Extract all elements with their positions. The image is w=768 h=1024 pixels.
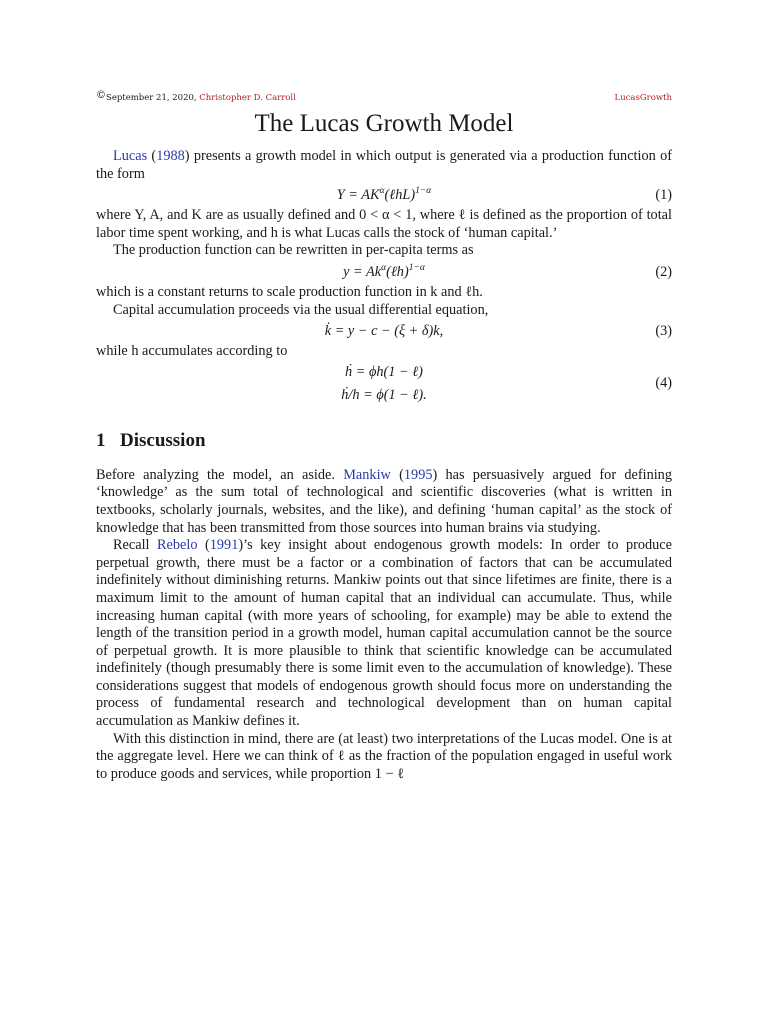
equation-1: $Y = AK^\alpha(\ell hL)^{1-\alpha}$ (1) — [96, 183, 672, 207]
equation-3: k̇ = y − c − (ξ + δ)k, (3) — [96, 319, 672, 343]
equation-number: (3) — [655, 323, 672, 340]
capital-paragraph: Capital accumulation proceeds via the usual differential equation, — [113, 301, 489, 318]
citation-mankiw-author[interactable]: Mankiw — [343, 466, 391, 483]
crs-paragraph: which is a constant returns to scale production function in k and ℓh. — [96, 283, 483, 300]
equation-number: (1) — [655, 187, 672, 204]
citation-lucas-author[interactable]: Lucas — [113, 148, 148, 164]
intro-paragraph: Lucas (1988) presents a growth model in which output is generated via a production function of the form — [96, 148, 672, 182]
discussion-paragraph-1: Before analyzing the model, an aside. Mankiw (1995) has persuasively argued for defining ‘knowledge’ as the sum total of technological and scientific discoveries (what is written in textbooks, scholarly journals, websites, and the like), and defining ‘human capital’ as the stock of knowledge that has been transmitted from those sources into human brains via studying. — [96, 466, 672, 536]
citation-rebelo-author[interactable]: Rebelo — [157, 537, 198, 554]
paper-title: The Lucas Growth Model — [254, 110, 514, 137]
copyright-symbol: © — [96, 90, 106, 101]
equation-number: (4) — [655, 374, 672, 391]
equation-number: (2) — [655, 263, 672, 280]
running-header — [96, 90, 672, 104]
author-link[interactable]: Christopher D. Carroll — [199, 93, 296, 103]
body-text — [96, 148, 672, 783]
header-date: September 21, 2020, — [106, 93, 197, 103]
citation-mankiw-year[interactable]: 1995 — [403, 466, 433, 483]
shortname-link[interactable]: LucasGrowth — [614, 93, 672, 103]
document-page — [96, 0, 672, 1024]
equation-4: ḣ = ϕh(1 − ℓ) ḣ/h = ϕ(1 − ℓ). (4) — [341, 363, 672, 403]
where-paragraph: where Y, A, and K are as usually defined and 0 < α < 1, where ℓ is defined as the proportion of total labor time spent working, and h is what Lucas calls the stock of ‘human capital.’ — [96, 207, 672, 241]
header-left — [96, 90, 296, 104]
discussion-paragraph-2: Recall Rebelo (1991)’s key insight about endogenous growth models: In order to produce perpetual growth, there must be a factor or a combination of factors that can be accumulated indefinitely without diminishing returns. Mankiw points out that since lifetimes are finite, there is a maximum limit to the amount of human capital that an individual can accumulate. Thus, while increasing human capital (with more years of schooling, for example) may be able to extend the length of the transition period in a growth model, human capital accumulation cannot be the source of perpetual growth. It is more plausible to think that scientific knowledge can be accumulated indefinitely (though presumably there is some limit even to the accumulation of knowledge). These considerations suggest that models of endogenous growth should focus more on understanding the process of fundamental research and technological development than on human capital accumulation as Mankiw defines it. — [96, 537, 672, 730]
rewrite-paragraph: The production function can be rewritten in per-capita terms as — [113, 242, 474, 259]
citation-rebelo-year[interactable]: 1991 — [209, 537, 239, 554]
equation-2: $y = Ak^\alpha(\ell h)^{1-\alpha}$ (2) — [96, 260, 672, 284]
discussion-paragraph-3: With this distinction in mind, there are (at least) two interpretations of the Lucas model. One is at the aggregate level. Here we can think of ℓ as the fraction of the population engaged in useful work to produce goods and services, while proportion 1 − ℓ — [96, 730, 672, 782]
while-paragraph: while h accumulates according to — [96, 343, 288, 360]
citation-lucas-year[interactable]: 1988 — [156, 148, 185, 164]
section-heading-discussion: 1 Discussion — [96, 429, 206, 451]
